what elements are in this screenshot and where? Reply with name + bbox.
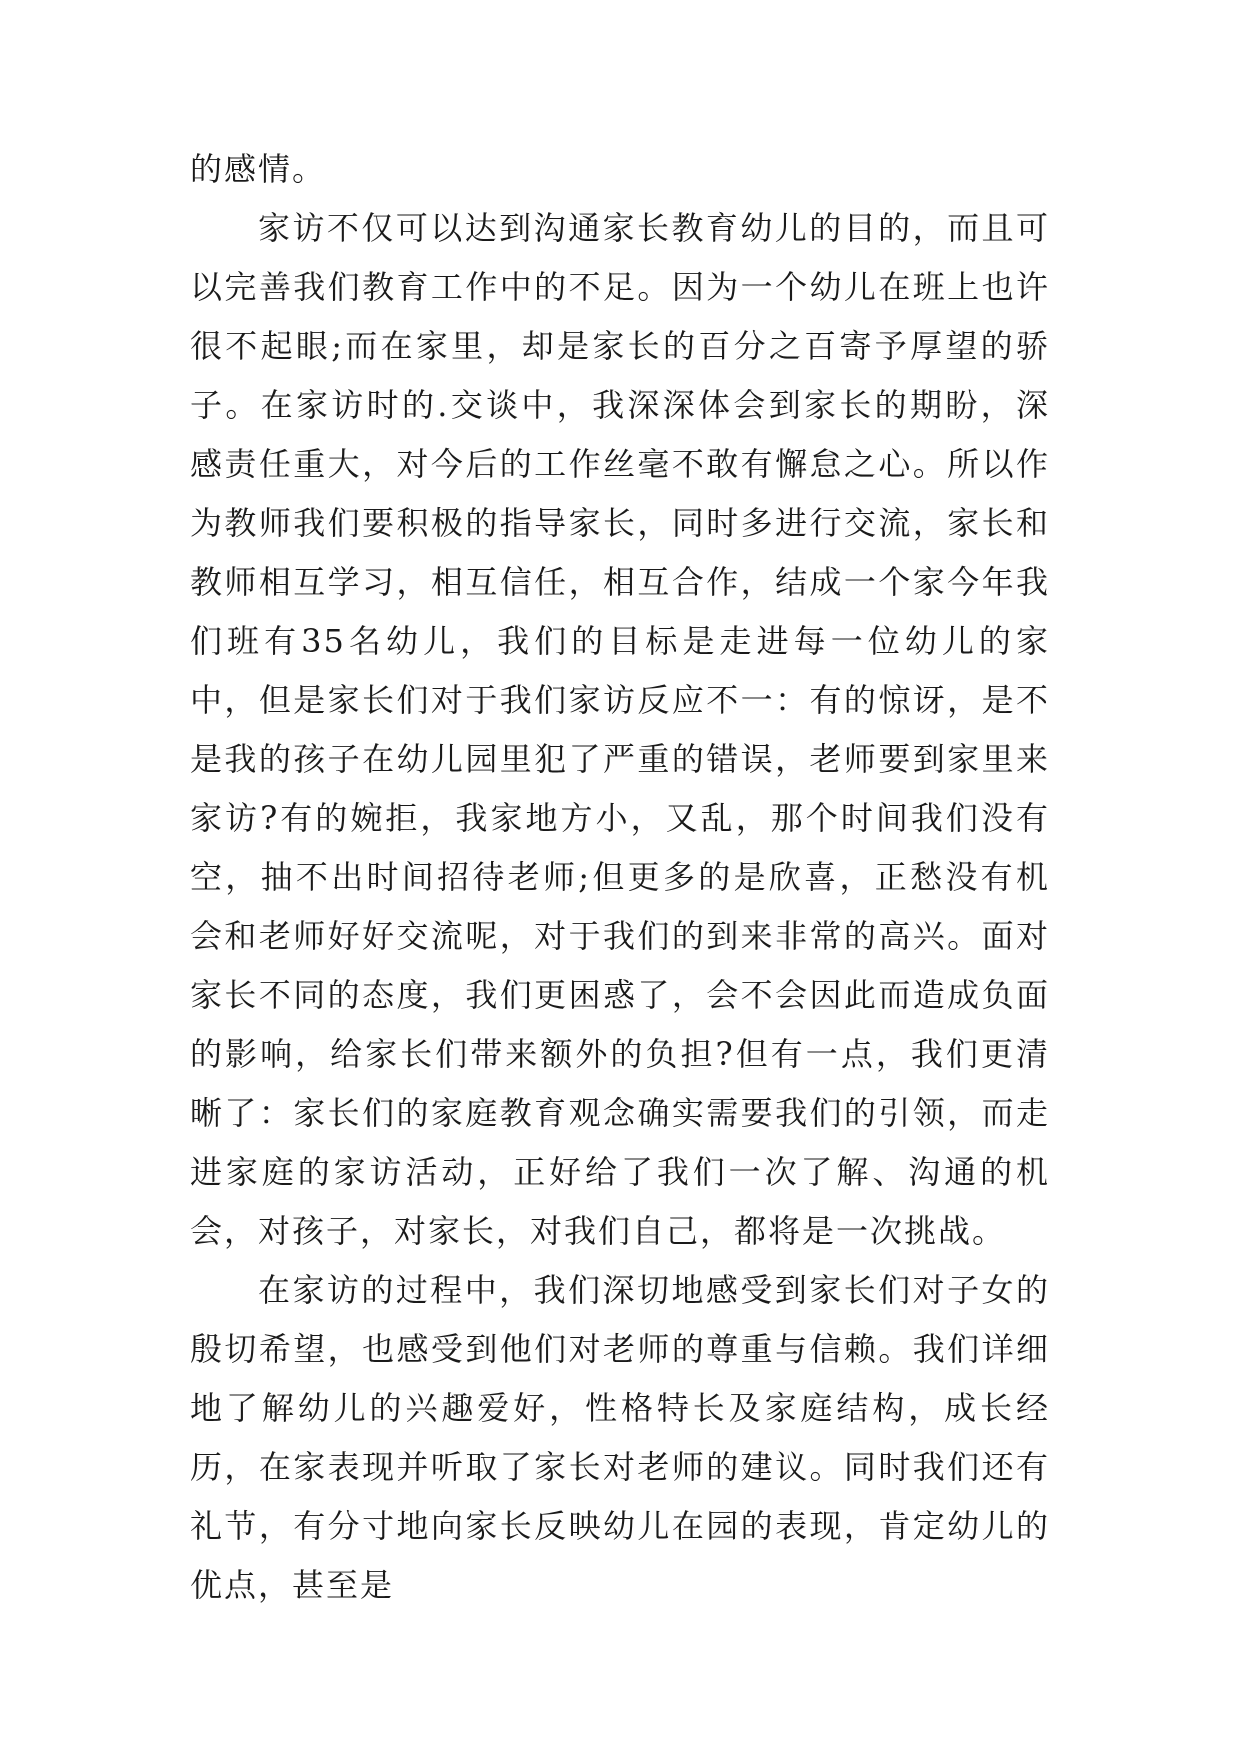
document-page <box>190 140 1050 1615</box>
paragraph-home-visit-purpose: 家访不仅可以达到沟通家长教育幼儿的目的，而且可以完善我们教育工作中的不足。因为一个幼儿在班上也许很不起眼;而在家里，却是家长的百分之百寄予厚望的骄子。在家访时的.交谈中，我深深体会到家长的期盼，深感责任重大，对今后的工作丝毫不敢有懈怠之心。所以作为教师我们要积极的指导家长，同时多进行交流，家长和教师相互学习，相互信任，相互合作，结成一个家今年我们班有35名幼儿，我们的目标是走进每一位幼儿的家中，但是家长们对于我们家访反应不一：有的惊讶，是不是我的孩子在幼儿园里犯了严重的错误，老师要到家里来家访?有的婉拒，我家地方小，又乱，那个时间我们没有空，抽不出时间招待老师;但更多的是欣喜，正愁没有机会和老师好好交流呢，对于我们的到来非常的高兴。面对家长不同的态度，我们更困惑了，会不会因此而造成负面的影响，给家长们带来额外的负担?但有一点，我们更清晰了：家长们的家庭教育观念确实需要我们的引领，而走进家庭的家访活动，正好给了我们一次了解、沟通的机会，对孩子，对家长，对我们自己，都将是一次挑战。 <box>190 209 1050 1250</box>
paragraph-continuation: 的感情。 <box>190 150 327 188</box>
paragraph-home-visit-process: 在家访的过程中，我们深切地感受到家长们对子女的殷切希望，也感受到他们对老师的尊重与信赖。我们详细地了解幼儿的兴趣爱好，性格特长及家庭结构，成长经历，在家表现并听取了家长对老师的建议。同时我们还有礼节，有分寸地向家长反映幼儿在园的表现，肯定幼儿的优点，甚至是 <box>190 1271 1050 1604</box>
